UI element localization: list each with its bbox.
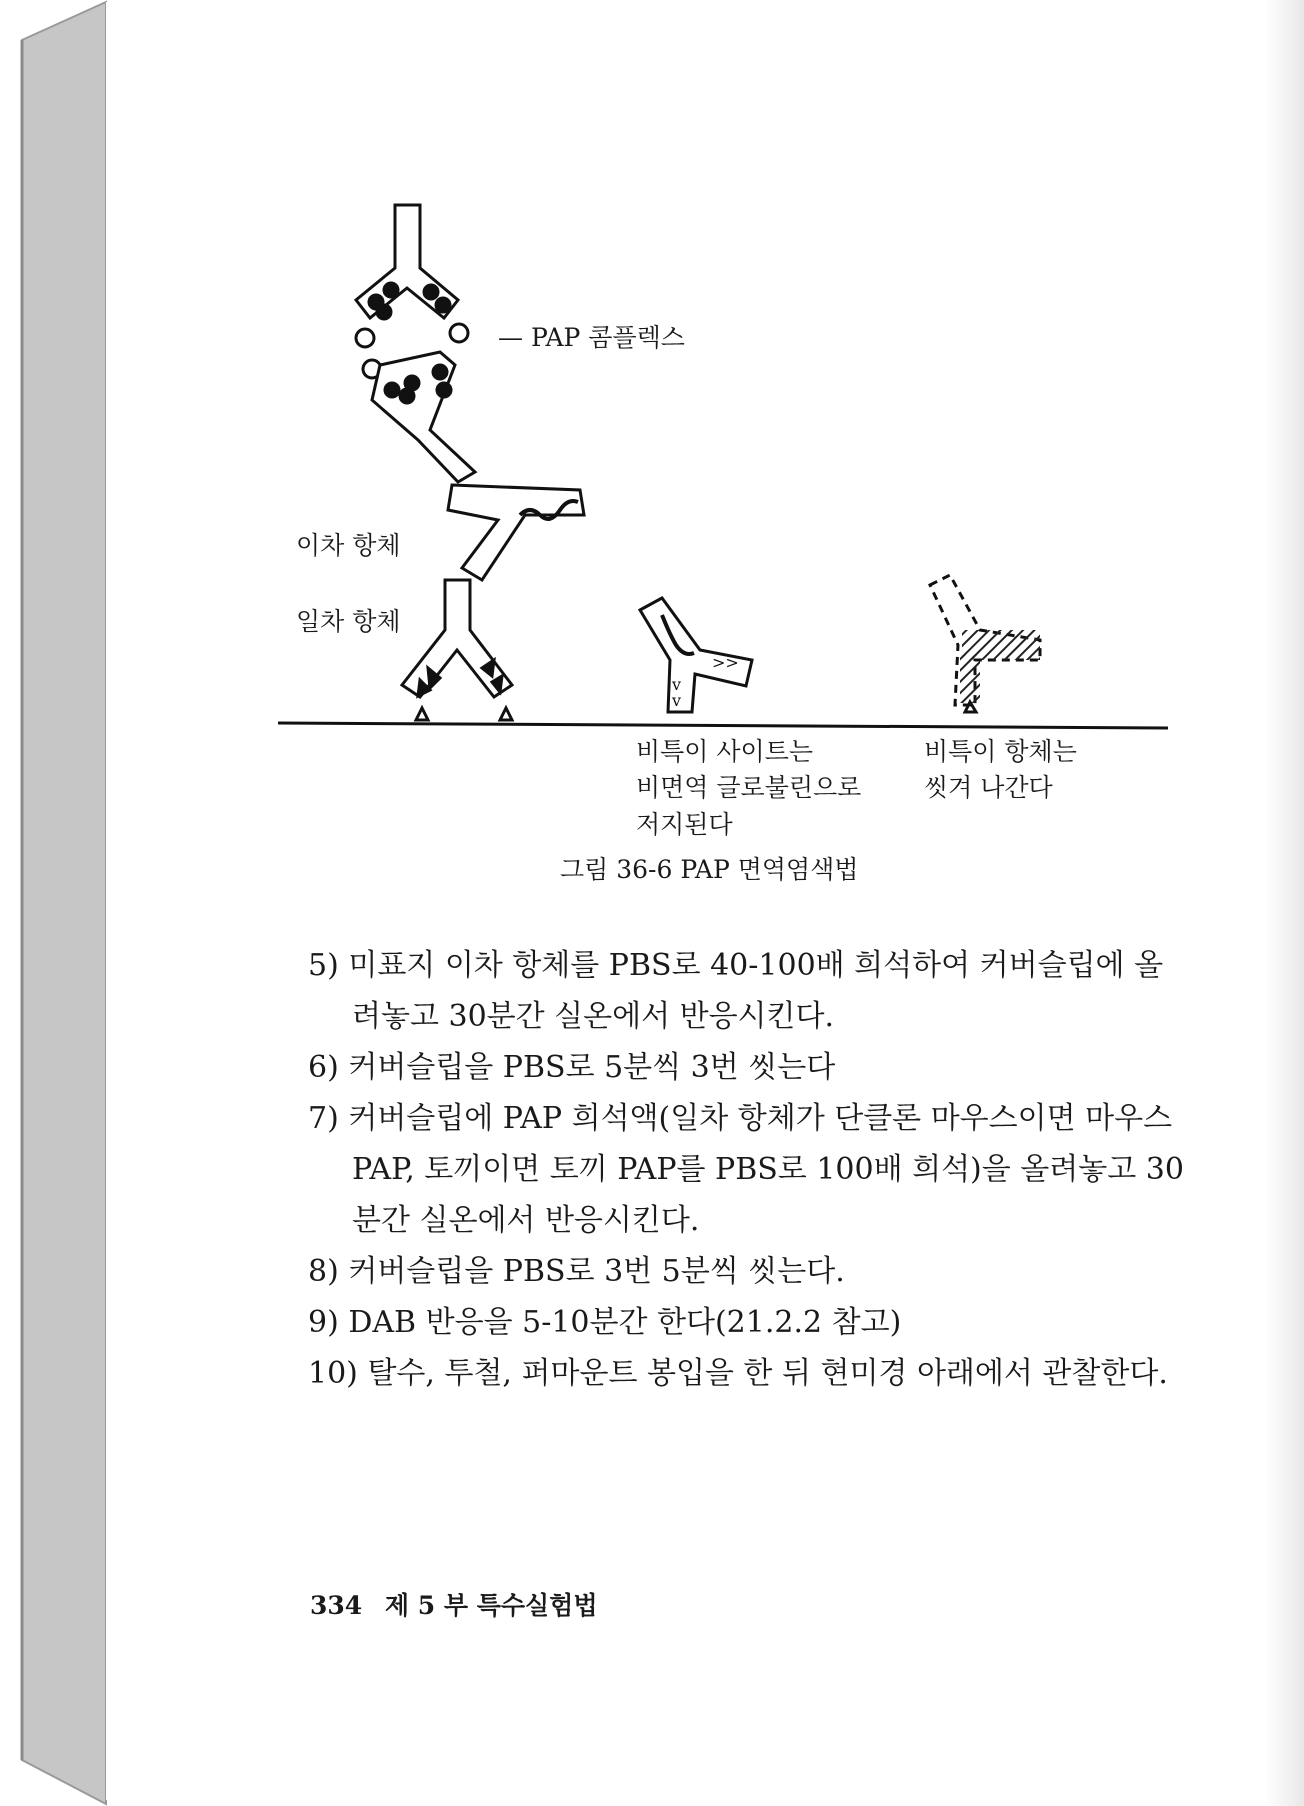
step-text: DAB 반응을 5-10분간 한다(21.2.2 참고) [348, 1305, 902, 1340]
step-number: 9) [308, 1305, 339, 1340]
step-text: 커버슬립을 PBS로 5분씩 3번 씻는다 [348, 1050, 836, 1085]
step-number: 8) [308, 1254, 339, 1289]
step-item [308, 1042, 1188, 1093]
figure-caption: 그림 36-6 PAP 면역염색법 [560, 855, 859, 884]
step-text: 커버슬립을 PBS로 3번 5분씩 씻는다. [348, 1254, 845, 1289]
protocol-steps [308, 940, 1188, 1399]
nonspecific-antibody-line-1: 비특이 항체는 [924, 737, 1077, 766]
svg-text:v: v [672, 675, 682, 694]
nonspecific-site-shape [640, 598, 752, 712]
secondary-antibody-shape [448, 485, 584, 580]
step-number: 5) [308, 948, 339, 983]
page-number: 334 [310, 1591, 363, 1620]
step-number: 6) [308, 1050, 339, 1085]
step-text: 미표지 이차 항체를 PBS로 40-100배 희석하여 커버슬립에 올려놓고 30분간 실온에서 반응시킨다. [348, 948, 1164, 1034]
primary-antibody-shape [402, 580, 512, 720]
step-number: 7) [308, 1101, 339, 1136]
step-item [308, 1348, 1188, 1399]
step-item [308, 1246, 1188, 1297]
primary-antibody-label: 일차 항체 [296, 607, 401, 636]
step-item [308, 940, 1188, 1042]
svg-text:>>: >> [712, 653, 739, 672]
step-item [308, 1093, 1188, 1246]
step-text: 커버슬립에 PAP 희석액(일차 항체가 단클론 마우스이면 마우스 PAP, 토끼이면 토끼 PAP를 PBS로 100배 희석)을 올려놓고 30분간 실온에서 반응시킨다. [348, 1101, 1184, 1238]
nonspecific-antibody-line-2: 씻겨 나간다 [924, 773, 1053, 803]
slide-baseline [278, 723, 1168, 728]
nonspecific-site-line-1: 비특이 사이트는 [636, 737, 813, 766]
page-footer [310, 1586, 597, 1622]
step-item [308, 1297, 1188, 1348]
pap-complex-group [356, 205, 475, 482]
nonspecific-site-label [636, 734, 861, 843]
svg-text:v: v [672, 691, 682, 710]
nonspecific-site-line-2: 비면역 글로불린으로 [636, 773, 862, 803]
washed-antibody-shape [930, 575, 1040, 712]
secondary-antibody-label: 이차 항체 [296, 531, 401, 560]
step-text: 탈수, 투철, 퍼마운트 봉입을 한 뒤 현미경 아래에서 관찰한다. [367, 1356, 1168, 1391]
pap-complex-label: — PAP 콤플렉스 [498, 323, 685, 352]
nonspecific-antibody-label [924, 734, 1077, 807]
nonspecific-site-line-3: 저지된다 [636, 809, 733, 839]
step-number: 10) [308, 1356, 358, 1391]
section-title: 제 5 부 특수실험법 [384, 1591, 598, 1620]
